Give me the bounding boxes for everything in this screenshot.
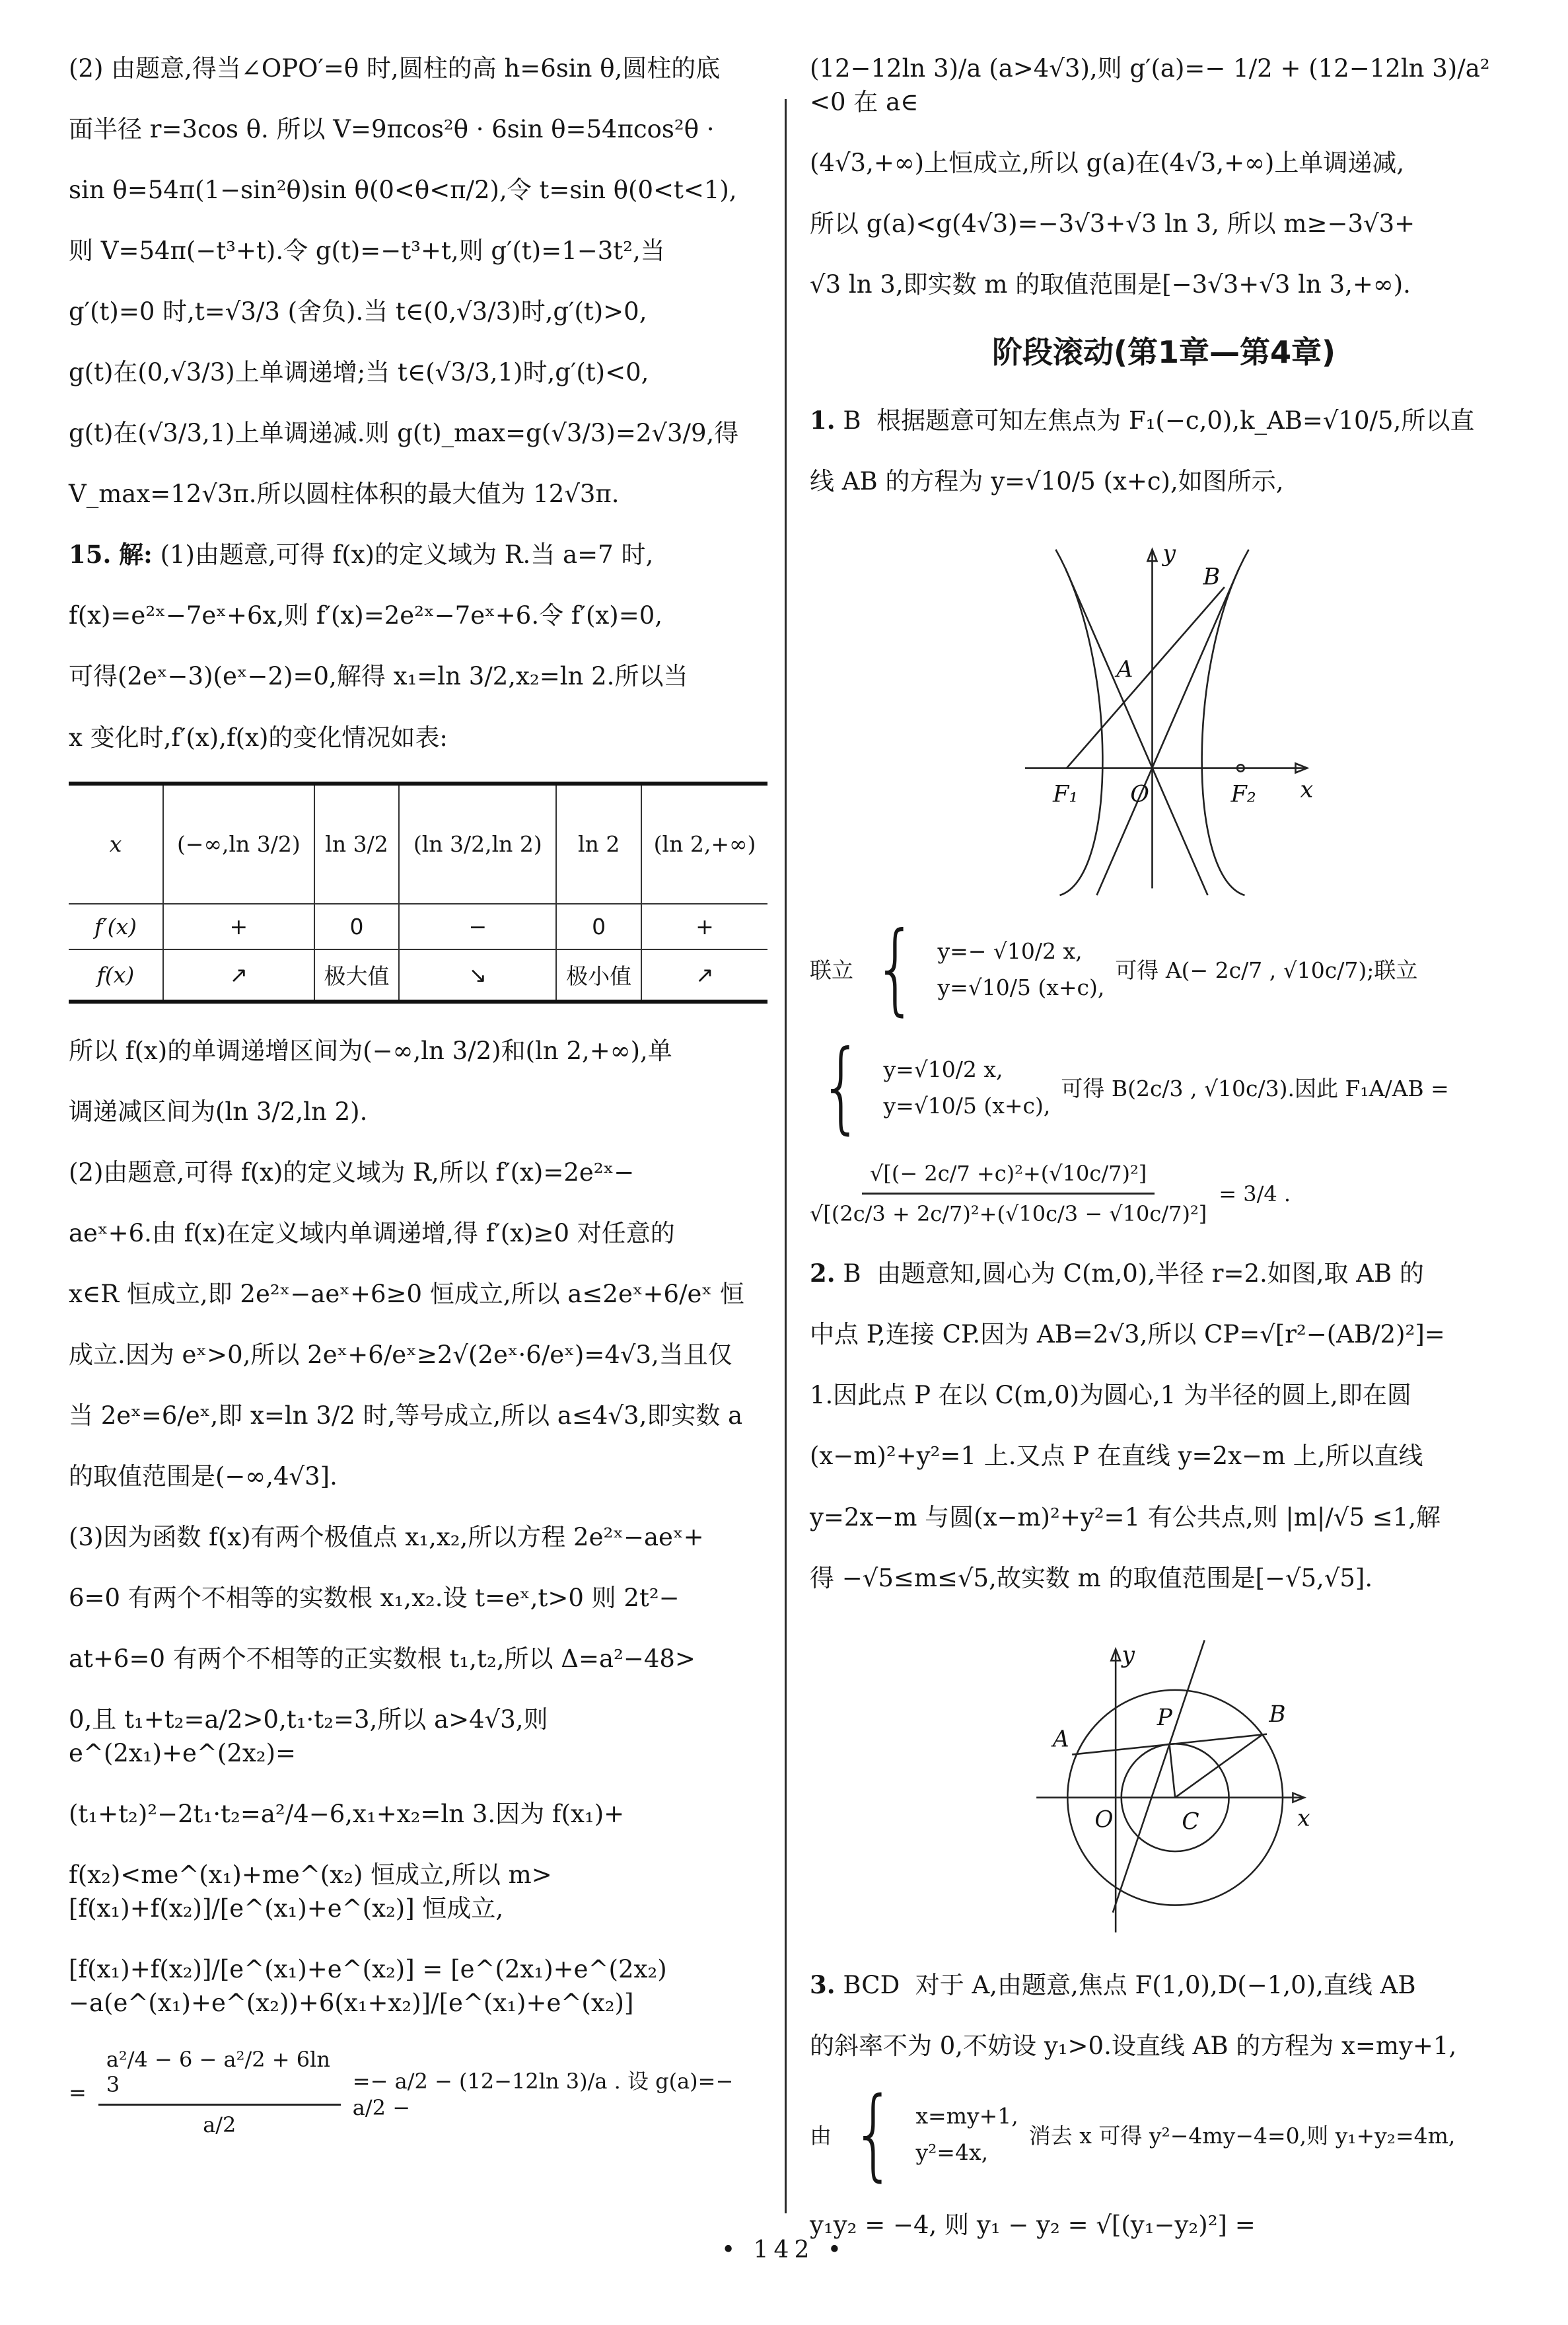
item-number: 2. bbox=[810, 1259, 836, 1288]
solution-text: (1)由题意,可得 f(x)的定义域为 R.当 a=7 时, bbox=[160, 540, 654, 570]
table-cell: f(x) bbox=[69, 949, 163, 1002]
solution-line: g(t)在(0,√3/3)上单调递增;当 t∈(√3/3,1)时,g′(t)<0, bbox=[69, 358, 649, 387]
label-x-axis: x bbox=[1297, 1805, 1310, 1832]
item-3-line bbox=[810, 1968, 1518, 2002]
fraction bbox=[810, 1161, 1207, 1226]
solution-line: 可得(2eˣ−3)(eˣ−2)=0,解得 x₁=ln 3/2,x₂=ln 2.所以当 bbox=[69, 662, 688, 691]
solution-line: √3 ln 3,即实数 m 的取值范围是[−3√3+√3 ln 3,+∞). bbox=[810, 270, 1411, 299]
label-point-A: A bbox=[1053, 1726, 1069, 1753]
equation-tail: =− a/2 − (12−12ln 3)/a . 设 g(a)=− a/2 − bbox=[352, 2068, 734, 2120]
solution-line: (12−12ln 3)/a (a>4√3),则 g′(a)=− 1/2 + (12−12ln 3)/a² <0 在 a∈ bbox=[810, 54, 1490, 117]
solution-line: g′(t)=0 时,t=√3/3 (舍负).当 t∈(0,√3/3)时,g′(t)>0, bbox=[69, 297, 647, 326]
cases-body bbox=[937, 938, 1104, 1000]
equation-rhs: = 3/4 . bbox=[1219, 1181, 1291, 1206]
solution-line: 1.因此点 P 在以 C(m,0)为圆心,1 为半径的圆上,即在圆 bbox=[810, 1381, 1411, 1410]
label-point-B: B bbox=[1269, 1701, 1286, 1728]
asymptote-line bbox=[1097, 569, 1239, 895]
solution-text: 根据题意可知左焦点为 F₁(−c,0),k_AB=√10/5,所以直 bbox=[876, 406, 1475, 435]
system-of-equations-3 bbox=[810, 2076, 1518, 2192]
solution-line: (4√3,+∞)上恒成立,所以 g(a)在(4√3,+∞)上单调递减, bbox=[810, 149, 1405, 178]
solution-line: sin θ=54π(1−sin²θ)sin θ(0<θ<π/2),令 t=sin θ(0<t<1), bbox=[69, 176, 737, 205]
left-brace: { bbox=[873, 911, 918, 1027]
solution-line: (x−m)²+y²=1 上.又点 P 在直线 y=2x−m 上,所以直线 bbox=[810, 1442, 1423, 1471]
item-2-line bbox=[810, 1257, 1518, 1290]
hyperbola-right-branch bbox=[1202, 550, 1249, 895]
solution-line: 则 V=54π(−t³+t).令 g(t)=−t³+t,则 g′(t)=1−3t²,当 bbox=[69, 237, 665, 266]
cases-prefix: 联立 bbox=[810, 957, 853, 984]
label-origin-O: O bbox=[1094, 1806, 1114, 1833]
solution-line: 的斜率不为 0,不妨设 y₁>0.设直线 AB 的方程为 x=my+1, bbox=[810, 2031, 1457, 2060]
solution-line: at+6=0 有两个不相等的正实数根 t₁,t₂,所以 Δ=a²−48> bbox=[69, 1644, 695, 1674]
equation-lead: = bbox=[69, 2079, 87, 2105]
cases-suffix: 可得 B(2c/3 , √10c/3).因此 F₁A/AB = bbox=[1061, 1076, 1449, 1102]
section-title: 阶段滚动(第1章—第4章) bbox=[991, 334, 1336, 371]
item-number: 1. bbox=[810, 406, 836, 435]
segment-CP bbox=[1170, 1744, 1176, 1798]
page-number: • 142 • bbox=[721, 2236, 847, 2264]
column-divider bbox=[785, 99, 787, 2213]
left-brace: { bbox=[851, 2076, 896, 2192]
table-cell: (−∞,ln 3/2) bbox=[163, 784, 314, 904]
case-equation: y=√10/2 x, bbox=[883, 1056, 1003, 1082]
answer-letter: B bbox=[843, 406, 861, 435]
system-of-equations-1 bbox=[810, 911, 1518, 1027]
label-point-B: B bbox=[1203, 564, 1221, 591]
solution-line: 当 2eˣ=6/eˣ,即 x=ln 3/2 时,等号成立,所以 a≤4√3,即实数 a bbox=[69, 1401, 743, 1430]
solution-line: y=2x−m 与圆(x−m)²+y²=1 有公共点,则 |m|/√5 ≤1,解 bbox=[810, 1502, 1441, 1532]
figure-1 bbox=[810, 525, 1518, 898]
table-cell: x bbox=[69, 784, 163, 904]
solution-line: 0,且 t₁+t₂=a/2>0,t₁·t₂=3,所以 a>4√3,则 e^(2x₁)+e^(2x₂)= bbox=[69, 1705, 548, 1768]
table-cell: + bbox=[641, 904, 767, 949]
table-cell: 0 bbox=[556, 904, 641, 949]
label-focus-F1: F₁ bbox=[1053, 781, 1079, 808]
solution-line: 调递减区间为(ln 3/2,ln 2). bbox=[69, 1097, 368, 1126]
left-brace: { bbox=[819, 1029, 864, 1145]
label-y-axis: y bbox=[1122, 1642, 1135, 1669]
case-equation: y=− √10/2 x, bbox=[937, 938, 1083, 964]
hyperbola-diagram bbox=[999, 525, 1329, 895]
answer-letter: B bbox=[843, 1259, 861, 1288]
display-equation bbox=[69, 2047, 767, 2137]
case-equation: y=√10/5 (x+c), bbox=[937, 974, 1105, 1000]
cases-body bbox=[883, 1056, 1050, 1119]
solution-line: 成立.因为 eˣ>0,所以 2eˣ+6/eˣ≥2√(2eˣ·6/eˣ)=4√3,当且仅 bbox=[69, 1340, 732, 1369]
table-cell: ↗ bbox=[641, 949, 767, 1002]
item-number: 3. bbox=[810, 1970, 836, 1999]
solution-text: 由题意知,圆心为 C(m,0),半径 r=2.如图,取 AB 的 bbox=[876, 1259, 1424, 1288]
fraction-denominator: √[(2c/3 + 2c/7)²+(√10c/3 − √10c/7)²] bbox=[810, 1201, 1207, 1227]
table-cell: (ln 2,+∞) bbox=[641, 784, 767, 904]
asymptote-line bbox=[1065, 569, 1207, 895]
fraction bbox=[98, 2047, 341, 2137]
table-cell: ln 2 bbox=[556, 784, 641, 904]
table-cell: ↗ bbox=[163, 949, 314, 1002]
solution-line: V_max=12√3π.所以圆柱体积的最大值为 12√3π. bbox=[69, 480, 620, 509]
hyperbola-left-branch bbox=[1055, 550, 1102, 895]
solution-line: aeˣ+6.由 f(x)在定义域内单调递增,得 f′(x)≥0 对任意的 bbox=[69, 1218, 675, 1247]
label-point-A: A bbox=[1116, 656, 1133, 683]
solution-line: 中点 P,连接 CP.因为 AB=2√3,所以 CP=√[r²−(AB/2)²]= bbox=[810, 1320, 1445, 1349]
cases-suffix: 可得 A(− 2c/7 , √10c/7);联立 bbox=[1115, 957, 1418, 984]
table-cell: f′(x) bbox=[69, 904, 163, 949]
system-of-equations-2 bbox=[810, 1029, 1518, 1145]
cases-prefix: 由 bbox=[810, 2122, 832, 2149]
chord-line-AB bbox=[1067, 587, 1225, 768]
item-1-line bbox=[810, 404, 1518, 437]
solution-line: 得 −√5≤m≤√5,故实数 m 的取值范围是[−√5,√5]. bbox=[810, 1563, 1373, 1592]
table-cell: 极大值 bbox=[314, 949, 400, 1002]
table-row bbox=[69, 949, 767, 1002]
fraction-numerator: a²/4 − 6 − a²/2 + 6ln 3 bbox=[98, 2047, 341, 2106]
fraction-numerator: √[(− 2c/7 +c)²+(√10c/7)²] bbox=[862, 1161, 1155, 1195]
solution-line: 线 AB 的方程为 y=√10/5 (x+c),如图所示, bbox=[810, 467, 1284, 496]
solution-line: (3)因为函数 f(x)有两个极值点 x₁,x₂,所以方程 2e²ˣ−aeˣ+ bbox=[69, 1522, 704, 1551]
solution-line: 6=0 有两个不相等的实数根 x₁,x₂.设 t=eˣ,t>0 则 2t²− bbox=[69, 1583, 680, 1612]
cases-body bbox=[915, 2103, 1018, 2165]
solution-line: g(t)在(√3/3,1)上单调递减.则 g(t)_max=g(√3/3)=2√3/9,得 bbox=[69, 419, 739, 448]
problem-15-header-line bbox=[69, 538, 767, 572]
problem-number: 15. bbox=[69, 540, 112, 570]
solution-line: [f(x₁)+f(x₂)]/[e^(x₁)+e^(x₂)] = [e^(2x₁)+e^(2x₂)−a(e^(x₁)+e^(x₂))+6(x₁+x₂)]/[e^(x₁)+e^(x₂)] bbox=[69, 1955, 667, 2018]
label-focus-F2: F₂ bbox=[1230, 781, 1256, 808]
cases-suffix: 消去 x 可得 y²−4my−4=0,则 y₁+y₂=4m, bbox=[1028, 2122, 1456, 2149]
solution-line: 面半径 r=3cos θ. 所以 V=9πcos²θ · 6sin θ=54πcos²θ · bbox=[69, 115, 715, 144]
solution-line: y₁y₂ = −4, 则 y₁ − y₂ = √[(y₁−y₂)²] = bbox=[810, 2210, 1256, 2239]
solution-line: x∈R 恒成立,即 2e²ˣ−aeˣ+6≥0 恒成立,所以 a≤2eˣ+6/eˣ 恒 bbox=[69, 1279, 744, 1308]
solution-line: 所以 g(a)<g(4√3)=−3√3+√3 ln 3, 所以 m≥−3√3+ bbox=[810, 209, 1415, 239]
label-y-axis: y bbox=[1162, 540, 1176, 568]
segment-CB bbox=[1175, 1734, 1262, 1797]
left-column bbox=[69, 52, 767, 2168]
table-cell: + bbox=[163, 904, 314, 949]
case-equation: x=my+1, bbox=[915, 2103, 1018, 2129]
solution-line: f(x₂)<me^(x₁)+me^(x₂) 恒成立,所以 m>[f(x₁)+f(x₂)]/[e^(x₁)+e^(x₂)] 恒成立, bbox=[69, 1861, 552, 1923]
solution-line: (t₁+t₂)²−2t₁·t₂=a²/4−6,x₁+x₂=ln 3.因为 f(x₁)+ bbox=[69, 1800, 625, 1829]
case-equation: y=√10/5 (x+c), bbox=[883, 1092, 1051, 1119]
answer-letters: BCD bbox=[843, 1970, 900, 1999]
variation-table bbox=[69, 782, 767, 1004]
label-origin-O: O bbox=[1130, 781, 1149, 808]
solution-text: 对于 A,由题意,焦点 F(1,0),D(−1,0),直线 AB bbox=[915, 1970, 1416, 1999]
fraction-denominator: a/2 bbox=[203, 2112, 236, 2138]
display-equation bbox=[810, 1161, 1518, 1226]
table-cell: (ln 3/2,ln 2) bbox=[399, 784, 556, 904]
figure-2 bbox=[810, 1622, 1518, 1942]
solution-line: x 变化时,f′(x),f(x)的变化情况如表: bbox=[69, 723, 448, 752]
table-cell: ↘ bbox=[399, 949, 556, 1002]
solution-line: f(x)=e²ˣ−7eˣ+6x,则 f′(x)=2e²ˣ−7eˣ+6.令 f′(x)=0, bbox=[69, 601, 663, 630]
case-equation: y²=4x, bbox=[915, 2139, 989, 2166]
solve-label: 解: bbox=[119, 540, 153, 570]
circle-diagram bbox=[999, 1622, 1329, 1939]
label-x-axis: x bbox=[1300, 776, 1314, 803]
solution-line: 所以 f(x)的单调递增区间为(−∞,ln 3/2)和(ln 2,+∞),单 bbox=[69, 1036, 672, 1065]
table-cell: ln 3/2 bbox=[314, 784, 400, 904]
solution-line: 的取值范围是(−∞,4√3]. bbox=[69, 1461, 338, 1491]
label-point-P: P bbox=[1157, 1704, 1172, 1731]
table-row bbox=[69, 904, 767, 949]
solution-line: (2)由题意,可得 f(x)的定义域为 R,所以 f′(x)=2e²ˣ− bbox=[69, 1158, 635, 1187]
right-column bbox=[810, 52, 1518, 2269]
table-cell: 0 bbox=[314, 904, 400, 949]
solution-line: (2) 由题意,得当∠OPO′=θ 时,圆柱的高 h=6sin θ,圆柱的底 bbox=[69, 54, 721, 83]
table-cell: 极小值 bbox=[556, 949, 641, 1002]
label-center-C: C bbox=[1182, 1808, 1199, 1835]
table-cell: − bbox=[399, 904, 556, 949]
table-row bbox=[69, 784, 767, 904]
